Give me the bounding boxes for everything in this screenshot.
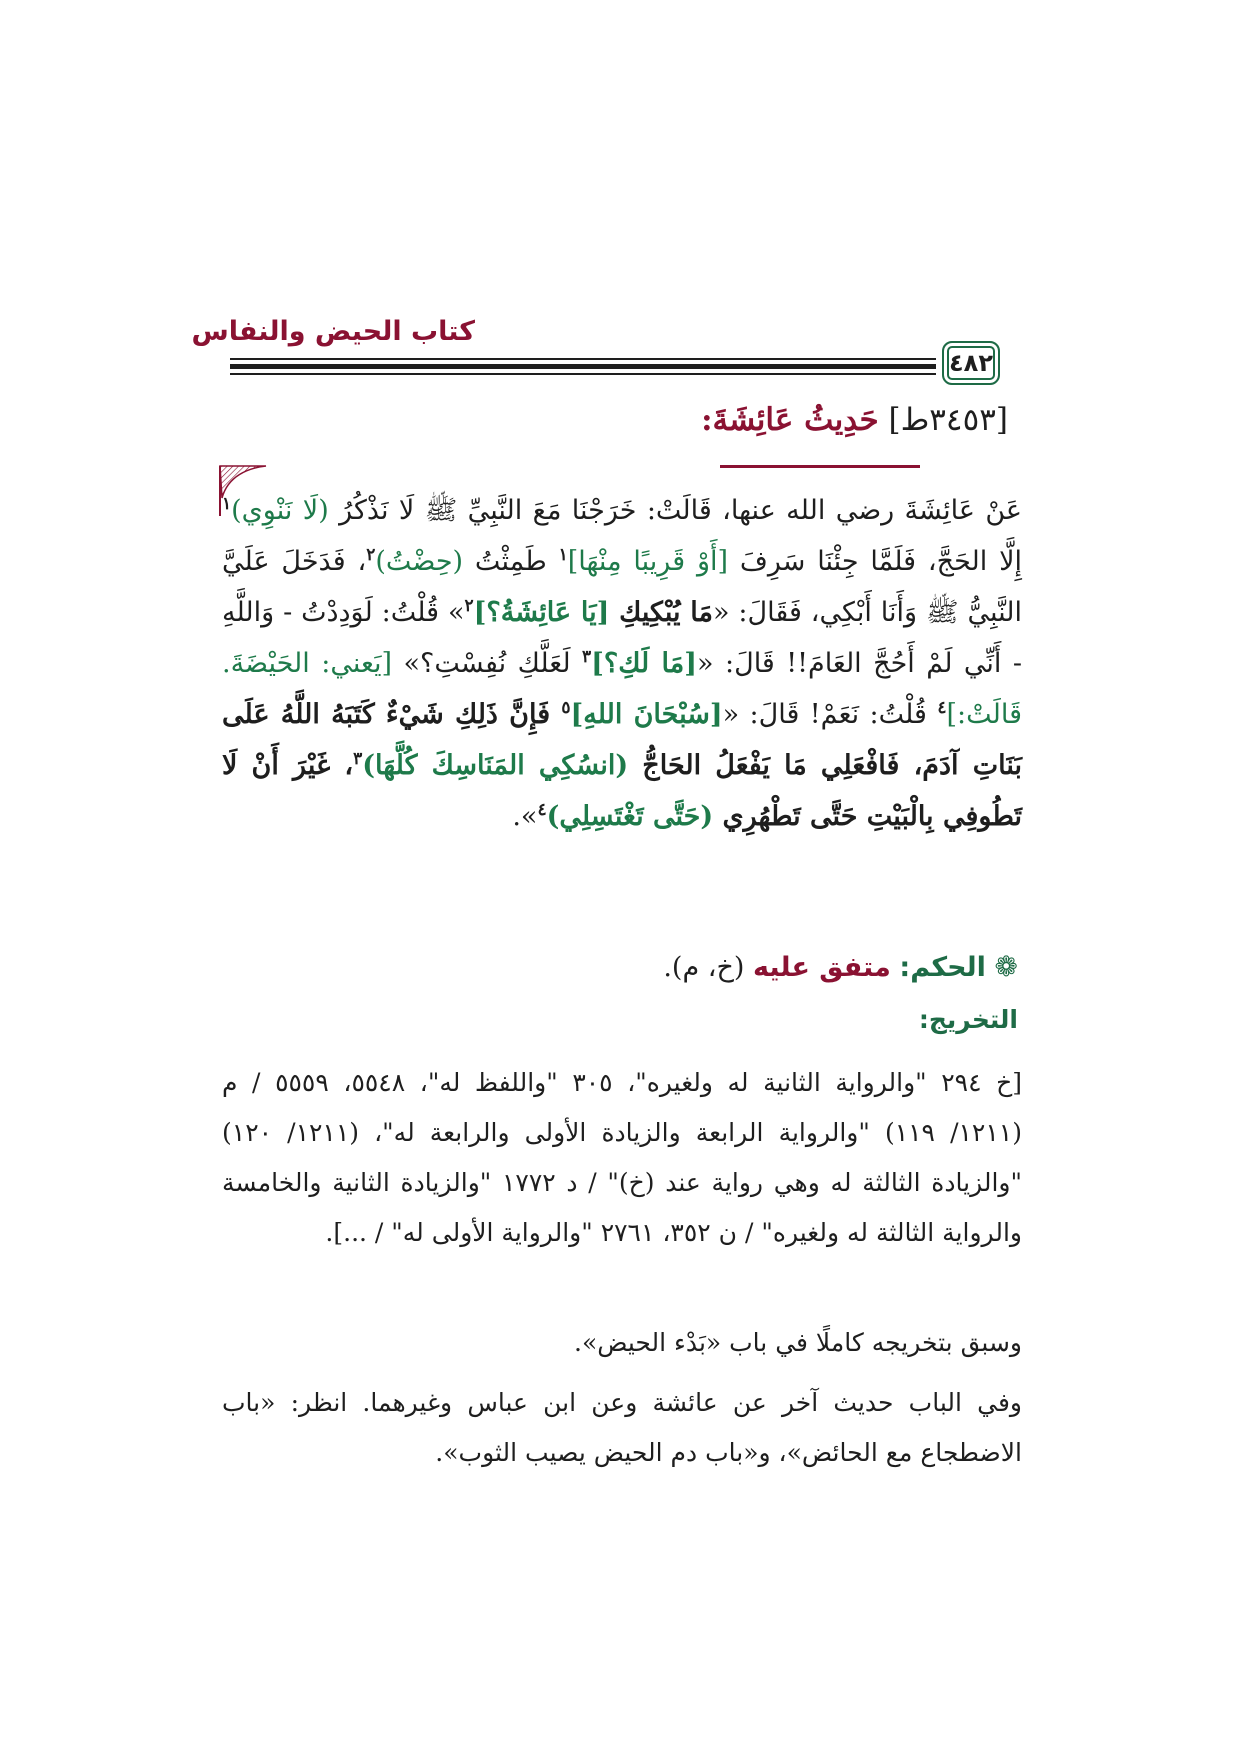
- hadith-segment-green: (لَا نَنْوِي): [231, 495, 329, 526]
- hadith-segment: لَعَلَّكِ نُفِسْتِ؟»: [392, 648, 583, 679]
- hadith-segment-bold: ، غَيْرَ أَنْ لَا تَطُوفِي بِالْبَيْتِ حَتَّى تَطْهُرِي: [222, 750, 1022, 832]
- takhrij-title: التخريج:: [918, 1005, 1018, 1034]
- footnote-marker: ١: [222, 494, 232, 514]
- page-number: ٤٨٢: [942, 341, 1000, 385]
- hadith-text: [222, 485, 1022, 842]
- hadith-segment-green: [يَعني: الحَيْضَةَ. قَالَتْ:]: [222, 648, 1022, 730]
- footnote-marker: ١: [558, 545, 568, 565]
- hadith-segment-green: (حِضْتُ): [375, 546, 464, 577]
- page-number-badge: [936, 337, 1008, 391]
- header-rule: [230, 358, 1000, 360]
- ruling-label: الحكم:: [899, 952, 986, 983]
- hadith-segment: إِلَّا الحَجَّ، فَلَمَّا جِئْنَا سَرِفَ: [728, 546, 1023, 577]
- hadith-segment-green-bold: [مَا لَكِ؟]: [591, 648, 697, 679]
- footnote-marker: ٢: [366, 545, 376, 565]
- hadith-title: حَدِيثُ عَائِشَةَ:: [701, 402, 879, 438]
- footnote-marker: ٢: [464, 596, 474, 616]
- footnote-marker: ٤: [937, 698, 947, 718]
- hadith-segment: طَمِثْتُ: [463, 546, 559, 577]
- hadith-segment-bold: مَا يُبْكِيكِ: [609, 597, 713, 628]
- hadith-segment-green-bold: [سُبْحَانَ اللهِ]: [570, 699, 723, 730]
- note-paragraph: وسبق بتخريجه كاملًا في باب «بَدْء الحيض».: [574, 1328, 1022, 1357]
- ruling-sources: (خ، م).: [663, 952, 745, 983]
- hadith-segment-green-bold: (انسُكِي المَنَاسِكَ كُلَّهَا): [362, 750, 629, 781]
- takhrij-text: [خ ٢٩٤ "والرواية الثانية له ولغيره"، ٣٠٥ "واللفظ له"، ٥٥٤٨، ٥٥٥٩ / م (١٢١١/ ١١٩) "والرواية الرابعة والزيادة الأولى والرابعة له"، (١٢١١/ ١٢٠) "والزيادة الثالثة له وهي رواية عند (خ)" / د ١٧٧٢ "والزيادة الثانية والخامسة والرواية الثالثة له ولغيره" / ن ٣٥٢، ٢٧٦١ "والرواية الأولى له" / ...].: [222, 1068, 1023, 1247]
- hadith-segment-bold: فَإِنَّ ذَلِكِ شَيْءٌ كَتَبَهُ اللَّهُ عَلَى بَنَاتِ آدَمَ، فَافْعَلِي مَا يَفْعَلُ الحَاجُّ: [222, 699, 1022, 781]
- flower-ornament-icon: ❁: [994, 950, 1018, 983]
- hadith-segment: ».: [512, 801, 538, 832]
- hadith-segment: عَنْ عَائِشَةَ رضي الله عنها، قَالَتْ: خَرَجْنَا مَعَ النَّبِيِّ ﷺ لَا نَذْكُرُ: [328, 495, 1022, 526]
- header-rule: [230, 373, 1000, 375]
- footnote-marker: ٤: [537, 800, 547, 820]
- hadith-number: [٣٤٥٣ط]: [888, 402, 1008, 438]
- footnote-marker: ٥: [561, 698, 571, 718]
- hadith-segment: قُلْتُ: نَعَمْ! قَالَ: «: [722, 699, 938, 730]
- footnote-marker: ٣: [353, 749, 363, 769]
- hadith-segment: ، فَدَخَلَ عَلَيَّ النَّبِيُّ ﷺ وَأَنَا أَبْكِي، فَقَالَ: «: [222, 546, 1023, 628]
- header-rule: [230, 364, 1000, 369]
- hadith-segment-green-bold: [يَا عَائِشَةُ؟]: [473, 597, 610, 628]
- hadith-segment: » قُلْتُ: لَوَدِدْتُ - وَاللَّهِ - أَنِّي لَمْ أَحُجَّ العَامَ!! قَالَ: «: [222, 597, 1022, 679]
- ruling-value: متفق عليه: [753, 952, 891, 983]
- note-paragraph: وفي الباب حديث آخر عن عائشة وعن ابن عباس وغيرهما. انظر: «باب الاضطجاع مع الحائض»، و«باب دم الحيض يصيب الثوب».: [222, 1388, 1022, 1467]
- ruling-line: [663, 950, 1018, 983]
- frame-line: [720, 465, 920, 468]
- hadith-heading: [701, 402, 1008, 438]
- hadith-segment-green-bold: (حَتَّى تَغْتَسِلِي): [546, 801, 714, 832]
- running-title: كتاب الحيض والنفاس: [191, 316, 475, 347]
- hadith-segment-green: [أَوْ قَرِيبًا مِنْهَا]: [567, 546, 729, 577]
- footnote-marker: ٣: [582, 647, 592, 667]
